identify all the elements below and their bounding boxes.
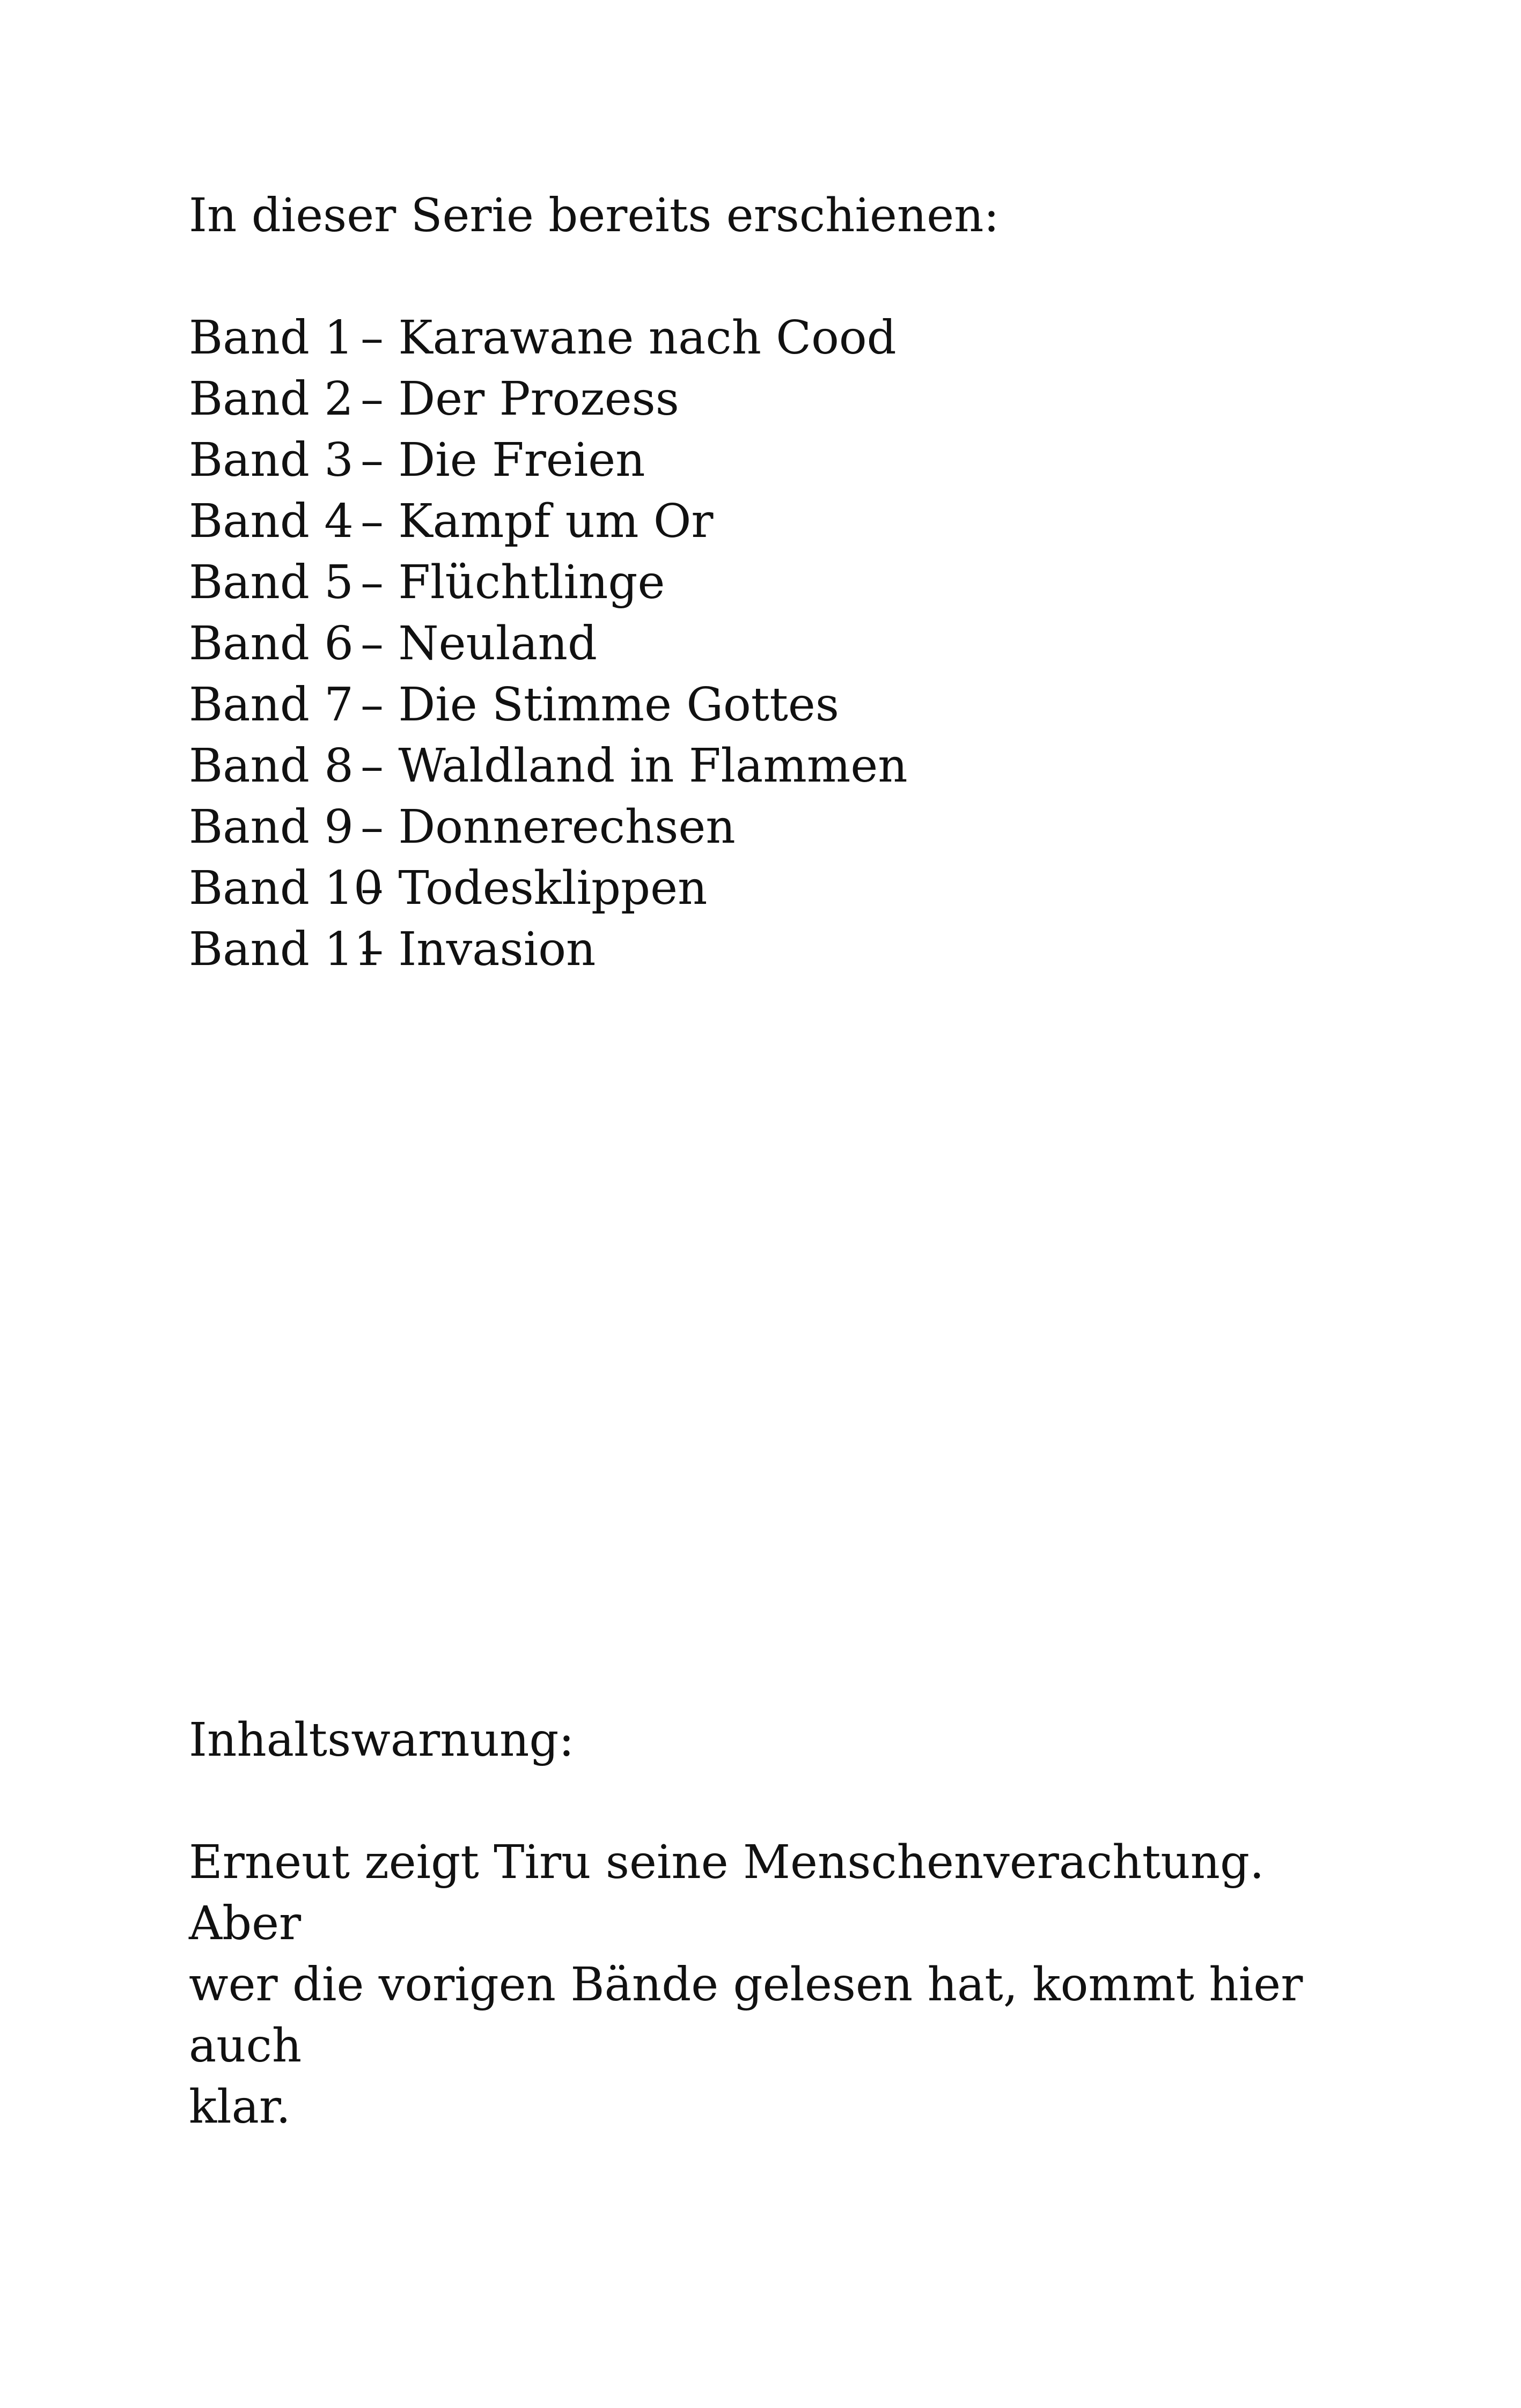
- band-item: [189, 369, 908, 430]
- band-label: Band 3: [189, 433, 354, 487]
- band-item: [189, 430, 908, 491]
- band-label: Band 10: [189, 861, 383, 915]
- content-warning-line: Erneut zeigt Tiru seine Menschenverachtung. Aber: [189, 1836, 1265, 1950]
- content-warning-text: [189, 1832, 1316, 2138]
- content-warning-heading: Inhaltswarnung:: [189, 1713, 575, 1767]
- band-label: Band 5: [189, 556, 354, 609]
- band-title: – Die Freien: [361, 433, 645, 487]
- band-title: – Die Stimme Gottes: [361, 678, 839, 732]
- band-title: – Neuland: [361, 617, 598, 671]
- band-title: – Kampf um Or: [361, 495, 714, 548]
- content-warning-line: wer die vorigen Bände gelesen hat, kommt hier auch: [189, 1958, 1303, 2073]
- band-title: – Karawane nach Cood: [361, 311, 897, 365]
- band-title: – Flüchtlinge: [361, 556, 665, 609]
- band-label: Band 4: [189, 495, 354, 548]
- band-label: Band 6: [189, 617, 354, 671]
- content-warning-line: klar.: [189, 2080, 291, 2134]
- band-label: Band 7: [189, 678, 354, 732]
- band-label: Band 1: [189, 311, 354, 365]
- band-item: [189, 307, 908, 369]
- band-item: [189, 797, 908, 858]
- band-item: [189, 919, 908, 980]
- band-label: Band 11: [189, 923, 383, 976]
- band-title: – Donnerechsen: [361, 800, 736, 854]
- band-label: Band 2: [189, 372, 354, 426]
- band-item: [189, 491, 908, 552]
- band-item: [189, 674, 908, 735]
- series-heading: In dieser Serie bereits erschienen:: [189, 189, 1000, 242]
- band-list: [189, 307, 908, 980]
- band-title: – Waldland in Flammen: [361, 739, 908, 793]
- band-item: [189, 613, 908, 674]
- band-title: – Todesklippen: [361, 861, 708, 915]
- band-item: [189, 552, 908, 613]
- band-item: [189, 858, 908, 919]
- band-title: – Invasion: [361, 923, 596, 976]
- band-item: [189, 735, 908, 797]
- band-label: Band 9: [189, 800, 354, 854]
- band-label: Band 8: [189, 739, 354, 793]
- band-title: – Der Prozess: [361, 372, 679, 426]
